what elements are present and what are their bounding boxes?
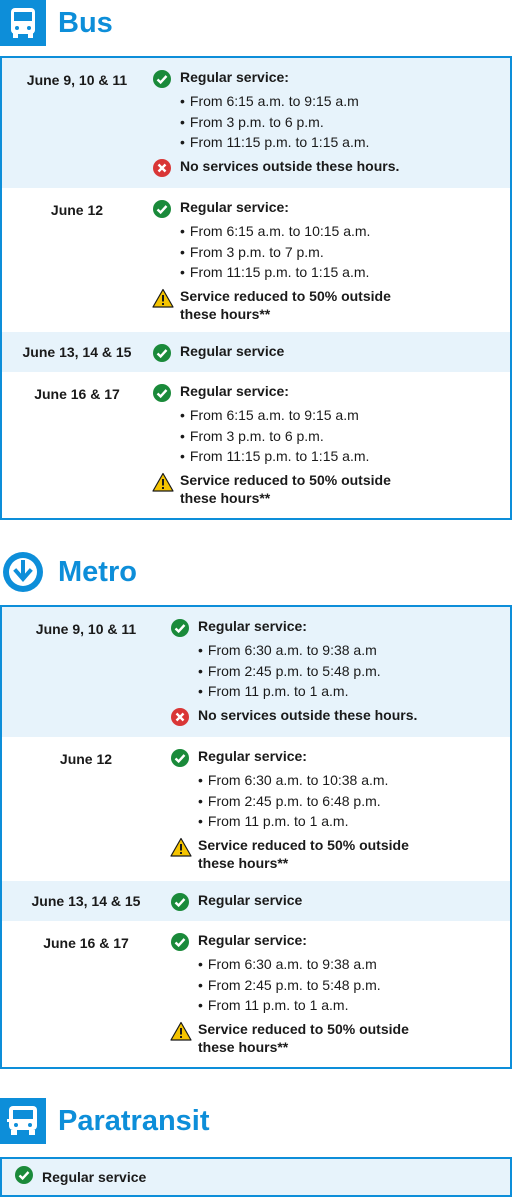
service-hours-item: • From 11 p.m. to 1 a.m. (198, 995, 502, 1016)
check-icon (170, 617, 198, 638)
service-status: Regular service: (198, 748, 307, 764)
service-hours-item: • From 6:30 a.m. to 9:38 a.m (198, 640, 502, 661)
check-icon (170, 931, 198, 952)
service-hours-list (198, 954, 502, 1016)
service-note: Service reduced to 50% outside these hours** (180, 287, 391, 322)
error-icon (152, 157, 180, 178)
service-hours-item: • From 6:30 a.m. to 9:38 a.m (198, 954, 502, 975)
service-hours-item: • From 6:15 a.m. to 9:15 a.m (180, 405, 502, 426)
service-hours-list (180, 405, 502, 467)
schedule-row (2, 921, 510, 1067)
row-date: June 12 (50, 202, 104, 218)
schedule-row (2, 332, 510, 372)
bus-schedule-table (0, 56, 512, 520)
service-hours-item: • From 6:30 a.m. to 10:38 a.m. (198, 770, 502, 791)
warning-icon (170, 1020, 198, 1041)
service-status: Regular service (198, 892, 303, 908)
schedule-row (2, 188, 510, 332)
service-hours-item: • From 11:15 p.m. to 1:15 a.m. (180, 262, 502, 283)
paratransit-status-row (0, 1157, 512, 1197)
service-note: Service reduced to 50% outside these hours** (198, 836, 409, 871)
service-hours-list (198, 770, 502, 832)
service-hours-item: • From 3 p.m. to 6 p.m. (180, 112, 502, 133)
service-hours-item: • From 11:15 p.m. to 1:15 a.m. (180, 132, 502, 153)
row-date: June 9, 10 & 11 (26, 72, 128, 88)
paratransit-header (0, 1098, 210, 1144)
paratransit-status: Regular service (42, 1169, 147, 1185)
section-title-metro: Metro (58, 555, 137, 588)
metro-schedule-table (0, 605, 512, 1069)
check-icon (152, 198, 180, 219)
row-date: June 13, 14 & 15 (22, 344, 132, 360)
service-status: Regular service: (180, 69, 289, 85)
service-hours-item: • From 2:45 p.m. to 6:48 p.m. (198, 791, 502, 812)
warning-icon (170, 836, 198, 857)
schedule-row (2, 881, 510, 921)
row-date: June 16 & 17 (34, 386, 120, 402)
row-date: June 13, 14 & 15 (31, 893, 141, 909)
row-date: June 12 (59, 751, 113, 767)
service-hours-item: • From 3 p.m. to 7 p.m. (180, 242, 502, 263)
service-note: Service reduced to 50% outside these hours** (180, 471, 391, 506)
service-hours-item: • From 11 p.m. to 1 a.m. (198, 811, 502, 832)
service-hours-item: • From 11:15 p.m. to 1:15 a.m. (180, 446, 502, 467)
warning-icon (152, 287, 180, 308)
error-icon (170, 706, 198, 727)
check-icon (152, 342, 180, 363)
metro-icon (0, 549, 46, 595)
service-status: Regular service: (180, 383, 289, 399)
service-status: Regular service: (198, 618, 307, 634)
bus-header (0, 0, 113, 46)
check-icon (170, 891, 198, 912)
check-icon (14, 1165, 34, 1190)
service-note: No services outside these hours. (180, 157, 400, 174)
service-note: No services outside these hours. (198, 706, 418, 723)
schedule-row (2, 607, 510, 737)
row-date: June 9, 10 & 11 (35, 621, 137, 637)
section-title-bus: Bus (58, 6, 113, 39)
check-icon (170, 747, 198, 768)
service-hours-item: • From 11 p.m. to 1 a.m. (198, 681, 502, 702)
schedule-row (2, 737, 510, 881)
check-icon (152, 68, 180, 89)
service-status: Regular service: (198, 932, 307, 948)
check-icon (152, 382, 180, 403)
service-hours-item: • From 6:15 a.m. to 10:15 a.m. (180, 221, 502, 242)
schedule-row (2, 372, 510, 518)
service-status: Regular service (180, 343, 285, 359)
service-hours-item: • From 6:15 a.m. to 9:15 a.m (180, 91, 502, 112)
bus-icon (0, 0, 46, 46)
warning-icon (152, 471, 180, 492)
service-note: Service reduced to 50% outside these hours** (198, 1020, 409, 1055)
section-title-paratransit: Paratransit (58, 1104, 210, 1137)
service-hours-list (180, 221, 502, 283)
service-hours-item: • From 2:45 p.m. to 5:48 p.m. (198, 661, 502, 682)
paratransit-icon (0, 1098, 46, 1144)
service-hours-item: • From 2:45 p.m. to 5:48 p.m. (198, 975, 502, 996)
service-hours-item: • From 3 p.m. to 6 p.m. (180, 426, 502, 447)
service-hours-list (198, 640, 502, 702)
metro-header (0, 549, 137, 595)
schedule-row (2, 58, 510, 188)
service-status: Regular service: (180, 199, 289, 215)
service-hours-list (180, 91, 502, 153)
row-date: June 16 & 17 (43, 935, 129, 951)
